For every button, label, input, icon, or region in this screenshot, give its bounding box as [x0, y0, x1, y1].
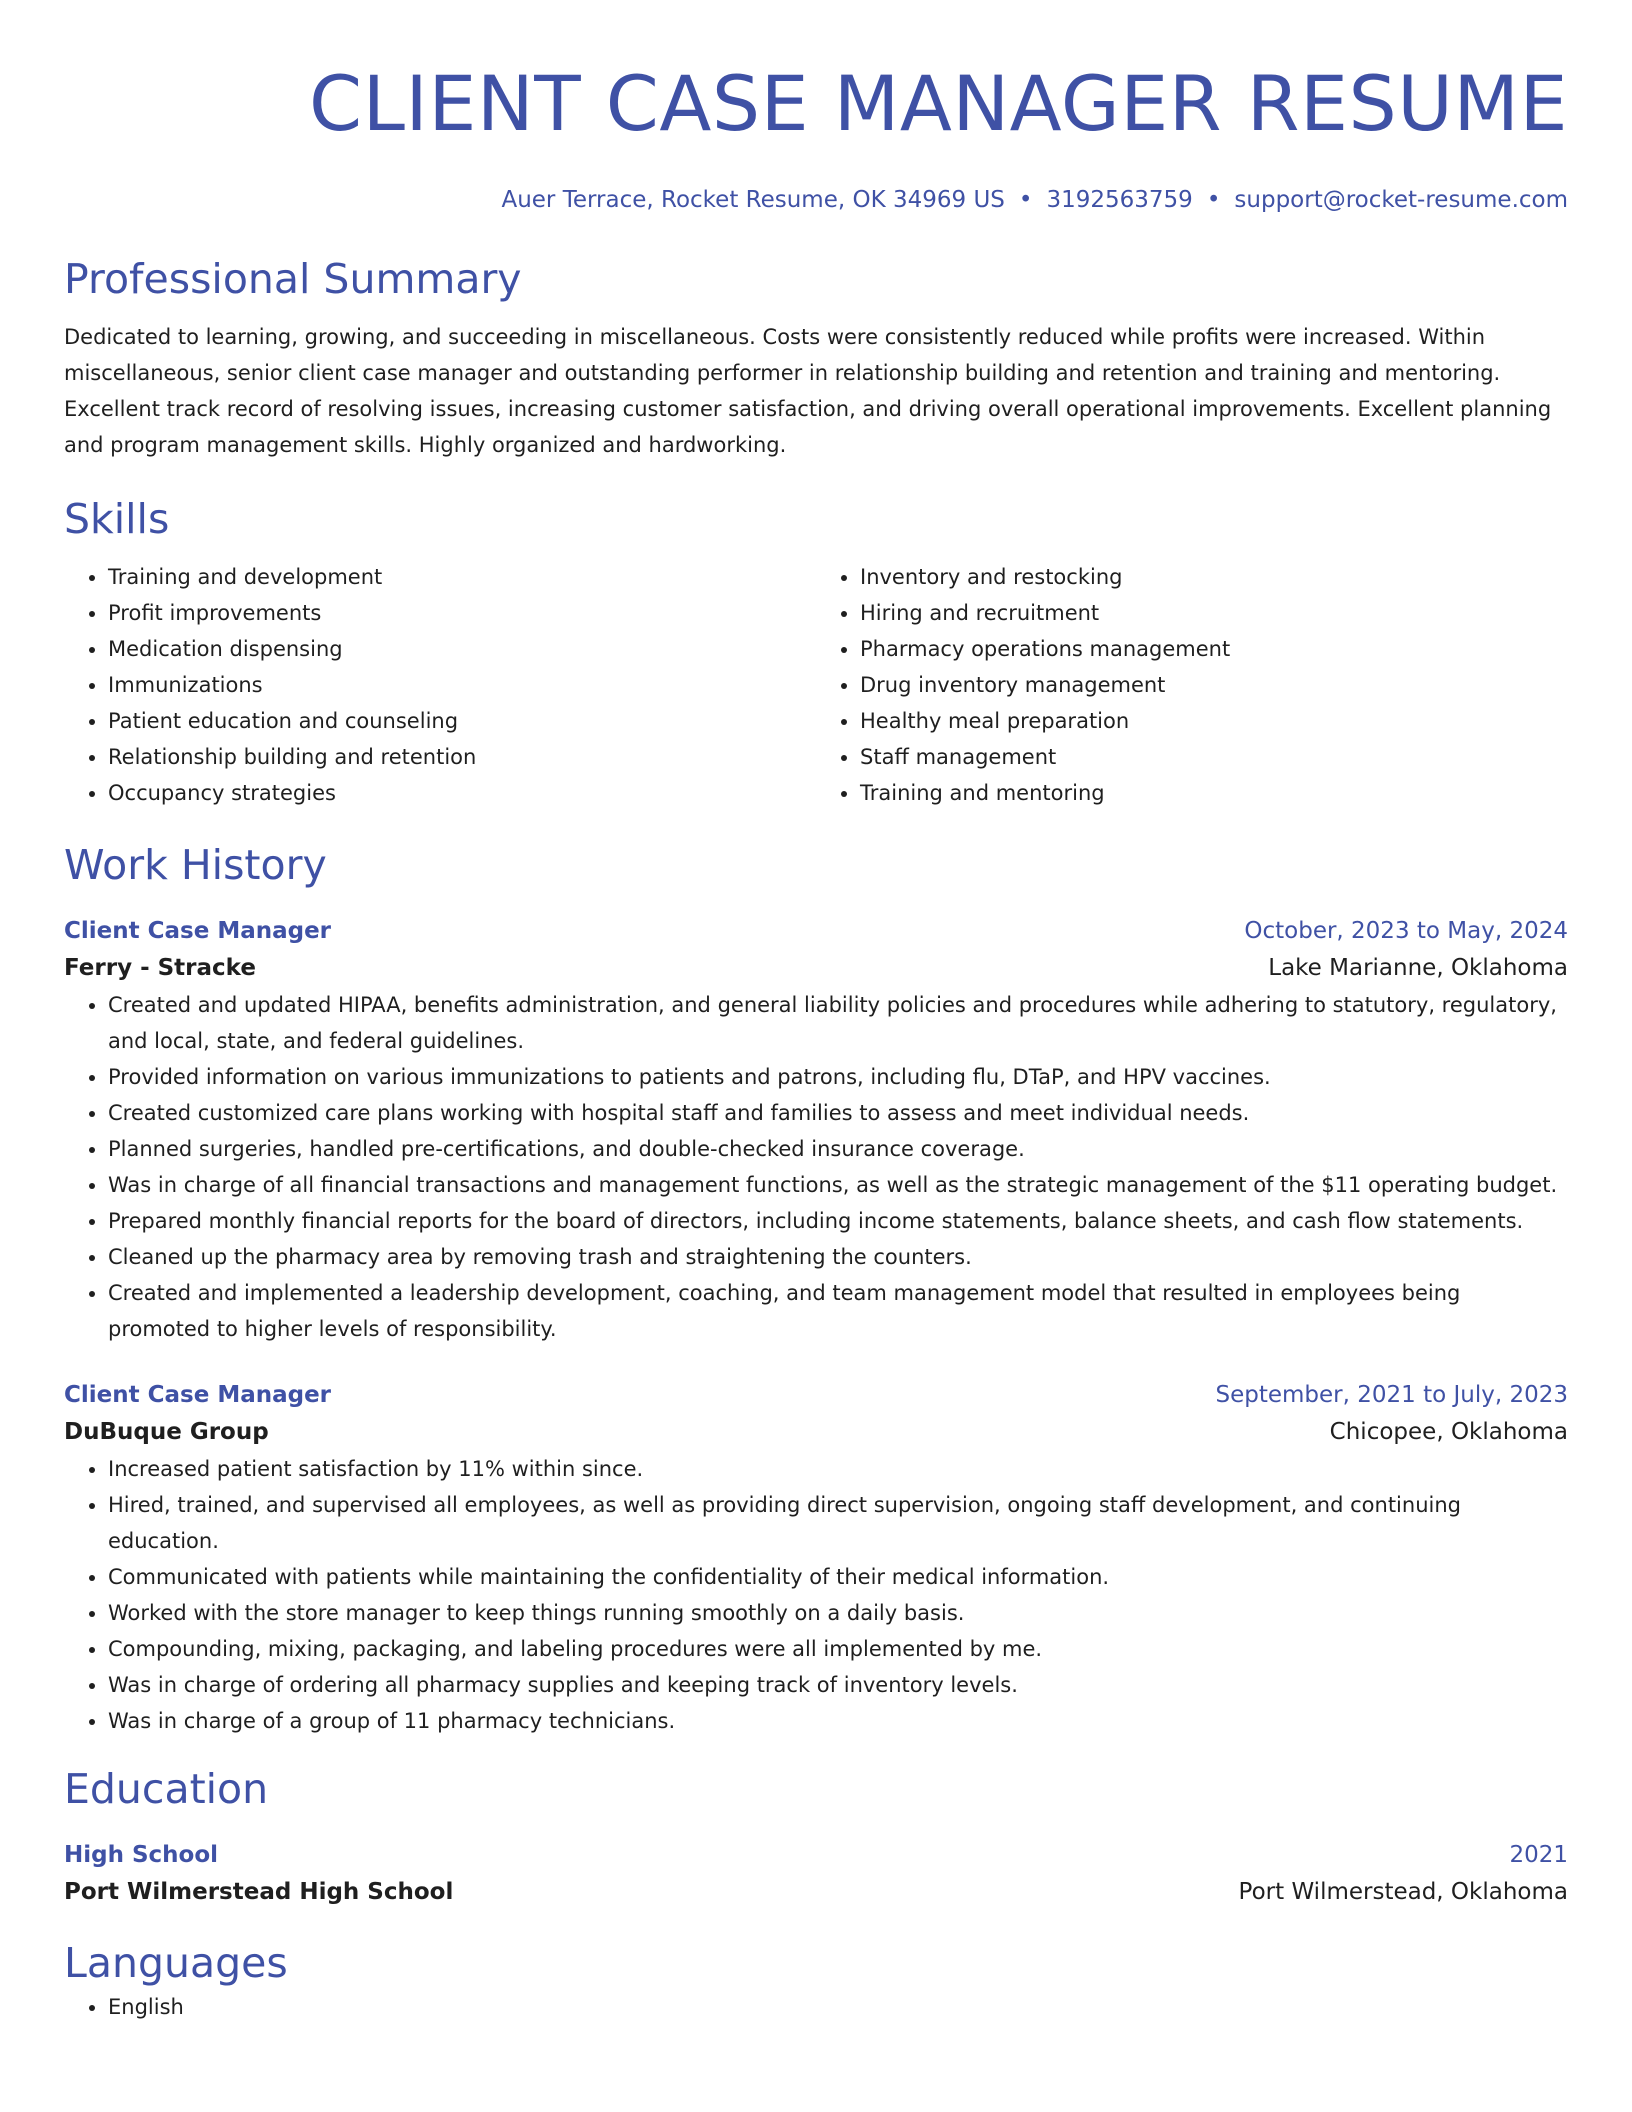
resume-title: CLIENT CASE MANAGER RESUME [309, 59, 1568, 148]
skill-item: • Staff management [860, 739, 1568, 775]
list-item: • Compounding, mixing, packaging, and labeling procedures were all implemented by me. [108, 1631, 1568, 1667]
job-header [64, 913, 1568, 949]
skill-item: • Immunizations [108, 667, 816, 703]
job-subheader [64, 949, 1568, 987]
skill-item: • Patient education and counseling [108, 703, 816, 739]
skill-item: • Inventory and restocking [860, 559, 1568, 595]
job-bullets [64, 987, 1568, 1347]
job-company: Ferry - Stracke [64, 955, 256, 981]
skill-item: • Healthy meal preparation [860, 703, 1568, 739]
job-location: Lake Marianne, Oklahoma [1268, 955, 1568, 981]
contact-address: Auer Terrace, Rocket Resume, OK 34969 US [501, 187, 1005, 213]
education-subheader [64, 1873, 1568, 1911]
job-entry [64, 913, 1568, 1347]
skill-item: • Medication dispensing [108, 631, 816, 667]
job-location: Chicopee, Oklahoma [1329, 1419, 1568, 1445]
job-subheader [64, 1413, 1568, 1451]
list-item: • Created and updated HIPAA, benefits administration, and general liability policies and procedures while adhering to statutory, regulatory, and local, state, and federal guidelines. [108, 987, 1568, 1059]
skills-column-left [64, 559, 816, 811]
language-item: • English [108, 1989, 1568, 2025]
section-title-skills: Skills [64, 495, 170, 543]
list-item: • Worked with the store manager to keep things running smoothly on a daily basis. [108, 1595, 1568, 1631]
job-entry [64, 1377, 1568, 1739]
skill-item: • Hiring and recruitment [860, 595, 1568, 631]
skill-item: • Training and mentoring [860, 775, 1568, 811]
skills-column-right [816, 559, 1568, 811]
job-dates: September, 2021 to July, 2023 [1215, 1382, 1568, 1408]
contact-separator: • [1018, 187, 1033, 213]
list-item: • Was in charge of a group of 11 pharmacy technicians. [108, 1703, 1568, 1739]
contact-separator: • [1206, 187, 1221, 213]
skill-item: • Pharmacy operations management [860, 631, 1568, 667]
list-item: • Was in charge of ordering all pharmacy supplies and keeping track of inventory levels. [108, 1667, 1568, 1703]
skill-item: • Relationship building and retention [108, 739, 816, 775]
job-company: DuBuque Group [64, 1419, 269, 1445]
skill-item: • Training and development [108, 559, 816, 595]
section-title-education: Education [64, 1765, 269, 1813]
list-item: • Increased patient satisfaction by 11% within since. [108, 1451, 1568, 1487]
skill-item: • Occupancy strategies [108, 775, 816, 811]
list-item: • Provided information on various immunizations to patients and patrons, including flu, DTaP, and HPV vaccines. [108, 1059, 1568, 1095]
job-role: Client Case Manager [64, 918, 332, 944]
section-title-summary: Professional Summary [64, 255, 522, 303]
summary-text: Dedicated to learning, growing, and succeeding in miscellaneous. Costs were consistently reduced while profits were increased. Within miscellaneous, senior client case manager and outstanding performer in relationship building and retention and training and mentoring. Excellent track record of resolving issues, increasing customer satisfaction, and driving overall operational improvements. Excellent planning and program management skills. Highly organized and hardworking. [64, 325, 1552, 457]
list-item: • Was in charge of all financial transactions and management functions, as well as the strategic management of the $11 operating budget. [108, 1167, 1568, 1203]
contact-email[interactable]: support@rocket-resume.com [1234, 187, 1568, 213]
contact-phone: 3192563759 [1046, 187, 1193, 213]
education-location: Port Wilmerstead, Oklahoma [1238, 1879, 1568, 1905]
list-item: • Created customized care plans working with hospital staff and families to assess and meet individual needs. [108, 1095, 1568, 1131]
job-dates: October, 2023 to May, 2024 [1244, 918, 1568, 944]
job-role: Client Case Manager [64, 1382, 332, 1408]
education-year: 2021 [1509, 1842, 1568, 1868]
contact-line [64, 185, 1568, 215]
list-item: • Created and implemented a leadership development, coaching, and team management model that resulted in employees being promoted to higher levels of responsibility. [108, 1275, 1568, 1347]
education-header [64, 1837, 1568, 1873]
list-item: • Prepared monthly financial reports for the board of directors, including income statements, balance sheets, and cash flow statements. [108, 1203, 1568, 1239]
skills-list [64, 559, 1568, 811]
list-item: • Communicated with patients while maintaining the confidentiality of their medical information. [108, 1559, 1568, 1595]
list-item: • Cleaned up the pharmacy area by removing trash and straightening the counters. [108, 1239, 1568, 1275]
job-bullets [64, 1451, 1568, 1739]
skill-item: • Profit improvements [108, 595, 816, 631]
list-item: • Hired, trained, and supervised all employees, as well as providing direct supervision, ongoing staff development, and continuing education. [108, 1487, 1568, 1559]
section-title-work-history: Work History [64, 841, 327, 889]
education-degree: High School [64, 1842, 219, 1868]
list-item: • Planned surgeries, handled pre-certifications, and double-checked insurance coverage. [108, 1131, 1568, 1167]
section-title-languages: Languages [64, 1939, 288, 1987]
job-header [64, 1377, 1568, 1413]
education-school: Port Wilmerstead High School [64, 1879, 454, 1905]
languages-list [64, 1989, 1568, 2025]
skill-item: • Drug inventory management [860, 667, 1568, 703]
